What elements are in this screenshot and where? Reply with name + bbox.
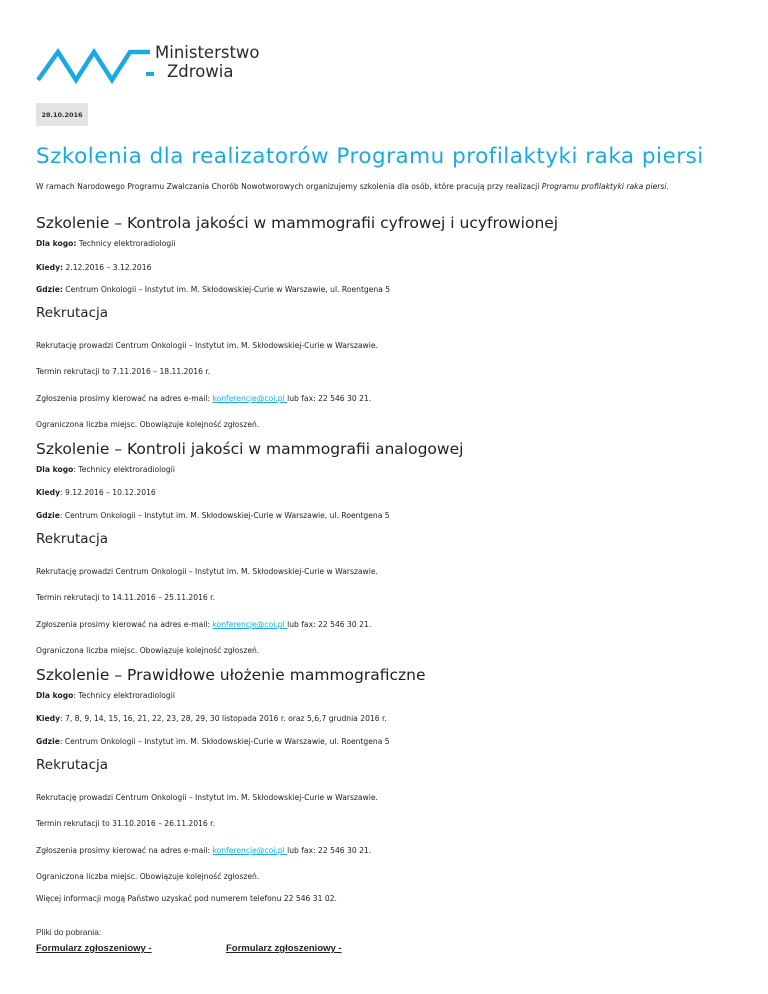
section-2-rec-contact bbox=[36, 620, 371, 629]
logo-line-2: Zdrowia bbox=[167, 62, 234, 81]
when-label: Kiedy bbox=[36, 714, 61, 723]
fax-text: lub fax: 22 546 30 21. bbox=[287, 394, 372, 403]
section-1-who bbox=[36, 239, 175, 248]
logo-wordmark bbox=[155, 43, 260, 81]
section-1-rec-organizer: Rekrutację prowadzi Centrum Onkologii – Instytut im. M. Skłodowskiej-Curie w Warszawie. bbox=[36, 341, 378, 350]
fax-text: lub fax: 22 546 30 21. bbox=[287, 846, 372, 855]
who-label: Dla kogo bbox=[36, 691, 74, 700]
who-value: : Technicy elektroradiologii bbox=[73, 691, 175, 700]
section-3-rec-contact bbox=[36, 846, 371, 855]
section-2-rec-dates: Termin rekrutacji to 14.11.2016 – 25.11.2016 r. bbox=[36, 593, 216, 602]
fax-text: lub fax: 22 546 30 21. bbox=[287, 620, 372, 629]
when-label: Kiedy: bbox=[36, 263, 64, 272]
contact-text: Zgłoszenia prosimy kierować na adres e-mail: bbox=[36, 620, 213, 629]
who-value: Technicy elektroradiologii bbox=[76, 239, 176, 248]
section-2-rec-limit: Ograniczona liczba miejsc. Obowiązuje kolejność zgłoszeń. bbox=[36, 646, 260, 655]
section-1-where bbox=[36, 285, 390, 294]
section-2-where bbox=[36, 511, 390, 520]
section-2-rec-organizer: Rekrutację prowadzi Centrum Onkologii – Instytut im. M. Skłodowskiej-Curie w Warszawie. bbox=[36, 567, 378, 576]
section-3-rec-organizer: Rekrutację prowadzi Centrum Onkologii – Instytut im. M. Skłodowskiej-Curie w Warszawie. bbox=[36, 793, 378, 802]
section-3-who bbox=[36, 691, 175, 700]
intro-text: W ramach Narodowego Programu Zwalczania Chorób Nowotworowych organizujemy szkolenia dla osób, które pracują przy realizacji bbox=[36, 182, 542, 191]
section-1-heading: Szkolenie – Kontrola jakości w mammografii cyfrowej i ucyfrowionej bbox=[36, 214, 559, 232]
ministry-logo[interactable] bbox=[36, 44, 276, 84]
section-2-recruitment-heading: Rekrutacja bbox=[36, 531, 109, 547]
who-label: Dla kogo bbox=[36, 465, 74, 474]
when-label: Kiedy bbox=[36, 488, 61, 497]
intro-italic: Programu profilaktyki raka piersi. bbox=[541, 182, 669, 191]
section-1-rec-limit: Ograniczona liczba miejsc. Obowiązuje kolejność zgłoszeń. bbox=[36, 420, 260, 429]
section-1-when bbox=[36, 263, 151, 272]
where-value: : Centrum Onkologii – Instytut im. M. Skłodowskiej-Curie w Warszawie, ul. Roentgena 5 bbox=[59, 511, 390, 520]
section-2-heading: Szkolenie – Kontroli jakości w mammografii analogowej bbox=[36, 440, 464, 458]
date-badge: 28.10.2016 bbox=[36, 103, 88, 126]
email-link[interactable]: konferencje@coi.pl bbox=[212, 394, 288, 403]
when-value: : 7, 8, 9, 14, 15, 16, 21, 22, 23, 28, 29, 30 listopada 2016 r. oraz 5,6,7 grudnia 2016 r. bbox=[60, 714, 387, 723]
page-title: Szkolenia dla realizatorów Programu profilaktyki raka piersi bbox=[36, 144, 704, 169]
where-label: Gdzie bbox=[36, 511, 60, 520]
logo-mark-icon bbox=[36, 44, 156, 84]
section-1-recruitment-heading: Rekrutacja bbox=[36, 305, 109, 321]
section-3-heading: Szkolenie – Prawidłowe ułożenie mammograficzne bbox=[36, 666, 426, 684]
section-3-recruitment-heading: Rekrutacja bbox=[36, 757, 109, 773]
section-3-rec-dates: Termin rekrutacji to 31.10.2016 – 26.11.2016 r. bbox=[36, 819, 216, 828]
section-1-rec-contact bbox=[36, 394, 371, 403]
email-link[interactable]: konferencje@coi.pl bbox=[212, 846, 288, 855]
when-value: 2.12.2016 – 3.12.2016 bbox=[63, 263, 152, 272]
files-label: Pliki do pobrania: bbox=[36, 927, 102, 937]
file-link-2[interactable]: Formularz zgłoszeniowy - bbox=[226, 943, 342, 954]
logo-line-1: Ministerstwo bbox=[155, 43, 260, 62]
contact-text: Zgłoszenia prosimy kierować na adres e-mail: bbox=[36, 846, 213, 855]
file-link-1[interactable]: Formularz zgłoszeniowy - bbox=[36, 943, 152, 954]
section-3-rec-limit: Ograniczona liczba miejsc. Obowiązuje kolejność zgłoszeń. bbox=[36, 872, 260, 881]
who-value: : Technicy elektroradiologii bbox=[73, 465, 175, 474]
email-link[interactable]: konferencje@coi.pl bbox=[212, 620, 288, 629]
who-label: Dla kogo: bbox=[36, 239, 77, 248]
contact-text: Zgłoszenia prosimy kierować na adres e-mail: bbox=[36, 394, 213, 403]
section-3-when bbox=[36, 714, 387, 723]
where-label: Gdzie: bbox=[36, 285, 63, 294]
section-1-rec-dates: Termin rekrutacji to 7.11.2016 – 18.11.2016 r. bbox=[36, 367, 211, 376]
more-info: Więcej informacji mogą Państwo uzyskać pod numerem telefonu 22 546 31 02. bbox=[36, 894, 337, 903]
where-label: Gdzie bbox=[36, 737, 60, 746]
section-2-who bbox=[36, 465, 175, 474]
when-value: : 9.12.2016 – 10.12.2016 bbox=[60, 488, 156, 497]
section-2-when bbox=[36, 488, 156, 497]
intro-paragraph bbox=[36, 181, 736, 193]
section-3-where bbox=[36, 737, 390, 746]
where-value: : Centrum Onkologii – Instytut im. M. Skłodowskiej-Curie w Warszawie, ul. Roentgena 5 bbox=[59, 737, 390, 746]
where-value: Centrum Onkologii – Instytut im. M. Skłodowskiej-Curie w Warszawie, ul. Roentgena 5 bbox=[62, 285, 391, 294]
